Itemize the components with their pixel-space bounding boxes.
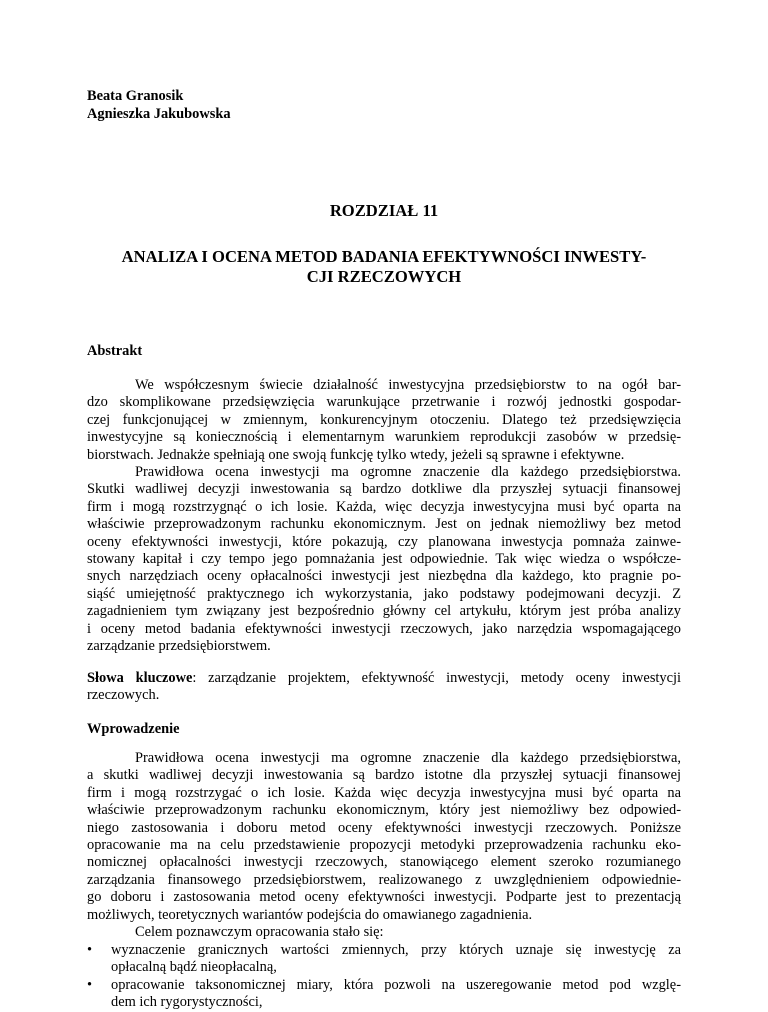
text-line: Skutki wadliwej decyzji inwestowania są bardzo dotkliwe dla przyszłej sytuacji finansowej bbox=[87, 481, 681, 498]
abstract-heading: Abstrakt bbox=[87, 343, 143, 359]
text-line: Celem poznawczym opracowania stało się: bbox=[135, 924, 384, 940]
text-line: i oceny metod badania efektywności inwestycji rzeczowych, jako narzędzia wspomagającego bbox=[87, 620, 681, 637]
text-line: dem ich rygorystyczności, bbox=[111, 994, 263, 1011]
chapter-title-line-1: ANALIZA I OCENA METOD BADANIA EFEKTYWNOŚCI INWESTY- bbox=[121, 247, 647, 266]
text-line: zagadnieniem tym związany jest bezpośrednio główny cel artykułu, którym jest próba analizy bbox=[87, 603, 681, 620]
text-line: Prawidłowa ocena inwestycji ma ogromne znaczenie dla każdego przedsiębiorstwa, bbox=[135, 750, 681, 766]
text-line: go doboru i zastosowania metod oceny efektywności inwestycji. Podparte jest to prezentacją bbox=[87, 889, 681, 906]
text-line: firm i mogą rozstrzygać o ich losie. Każda więc decyzja inwestycyjna musi być oparta na bbox=[87, 784, 681, 801]
author-1: Beata Granosik bbox=[87, 88, 184, 104]
keywords-line-2: rzeczowych. bbox=[87, 687, 160, 704]
text-line: inwestycyjne są koniecznością i elementarnym warunkiem reprodukcji zasobów w przedsię- bbox=[87, 429, 681, 446]
text-line: zarządzania finansowego przedsiębiorstwem, realizowanego z uwzględnieniem odpowiednie- bbox=[87, 871, 681, 888]
text-line: możliwych, teoretycznych wariantów podejścia do omawianego zagadnienia. bbox=[87, 906, 533, 923]
text-line: oceny efektywności inwestycji, które pokazują, czy planowana inwestycja pomnaża zainwe- bbox=[87, 533, 681, 550]
list-item bbox=[87, 942, 681, 977]
text-line: właściwie przeprowadzonym rachunku ekonomicznym, który jest niemożliwy bez odpowied- bbox=[87, 802, 681, 819]
text-line: opracowanie taksonomicznej miary, która pozwoli na uszeregowanie metod pod wzglę- bbox=[111, 976, 681, 993]
abstract-paragraph-1 bbox=[87, 377, 681, 464]
intro-heading: Wprowadzenie bbox=[87, 721, 180, 737]
text-line: siąść umiejętność praktycznego ich wykorzystania, jako podstawy podejmowani decyzji. Z bbox=[87, 585, 681, 602]
text-line: firm i mogą rozstrzygnąć o ich losie. Każda, więc decyzja inwestycyjna musi być oparta na bbox=[87, 498, 681, 515]
text-line: snych narzędziach oceny opłacalności inwestycji jest niezbędna dla każdego, kto pragnie po- bbox=[87, 568, 681, 585]
text-line: właściwie przeprowadzonym rachunku ekonomicznym. Jest on jednak niemożliwy bez metod bbox=[87, 516, 681, 533]
authors bbox=[87, 87, 231, 123]
text-line: opracowanie ma na celu przedstawienie propozycji metodyki przeprowadzenia rachunku eko- bbox=[87, 837, 681, 854]
intro-paragraph-1 bbox=[87, 750, 681, 924]
bullet-icon: • bbox=[87, 942, 93, 958]
abstract-paragraph-2 bbox=[87, 464, 681, 655]
keywords bbox=[87, 670, 681, 705]
author-2: Agnieszka Jakubowska bbox=[87, 106, 231, 122]
text-line: wyznaczenie granicznych wartości zmiennych, przy których uznaje się inwestycję za bbox=[111, 942, 681, 958]
chapter-label: ROZDZIAŁ 11 bbox=[329, 201, 439, 220]
text-line: opłacalną bądź nieopłacalną, bbox=[111, 959, 277, 976]
text-line: stowany kapitał i czy tempo jego pomnażania jest odpowiednie. Tak więc wiedza o współcze- bbox=[87, 551, 681, 568]
text-line: Prawidłowa ocena inwestycji ma ogromne znaczenie dla każdego przedsiębiorstwa. bbox=[135, 464, 681, 480]
text-line: nomicznej opłacalności inwestycji rzeczowych, stanowiącego element szeroko rozumianego bbox=[87, 854, 681, 871]
goals-list bbox=[87, 942, 681, 1012]
bullet-icon: • bbox=[87, 976, 93, 993]
text-line: a skutki wadliwej decyzji inwestowania są bardzo istotne dla przyszłej sytuacji finansowej bbox=[87, 767, 681, 784]
list-item bbox=[87, 977, 681, 1012]
text-line: zarządzanie przedsiębiorstwem. bbox=[87, 638, 271, 655]
chapter-title bbox=[87, 247, 681, 287]
intro-paragraph-2 bbox=[87, 924, 681, 941]
chapter-title-line-2: CJI RZECZOWYCH bbox=[306, 267, 462, 286]
keywords-label: Słowa kluczowe bbox=[87, 670, 193, 686]
text-line: niego zastosowania i doboru metod oceny efektywności inwestycji rzeczowych. Poniższe bbox=[87, 819, 681, 836]
text-line: czej funkcjonującej w zmiennym, konkurencyjnym otoczeniu. Dlatego też przedsięwzięcia bbox=[87, 411, 681, 428]
text-line: biorstwach. Jednakże spełniają one swoją funkcję tylko wtedy, jeżeli są sprawne i efektywne. bbox=[87, 446, 625, 463]
text-line: We współczesnym świecie działalność inwestycyjna przedsiębiorstw to na ogół bar- bbox=[135, 377, 681, 393]
text-line: dzo skomplikowane przedsięwzięcia warunkujące przetrwanie i rozwój jednostki gospodar- bbox=[87, 394, 681, 411]
keywords-text: : zarządzanie projektem, efektywność inwestycji, metody oceny inwestycji bbox=[192, 670, 681, 686]
keywords-line-1 bbox=[87, 670, 681, 687]
